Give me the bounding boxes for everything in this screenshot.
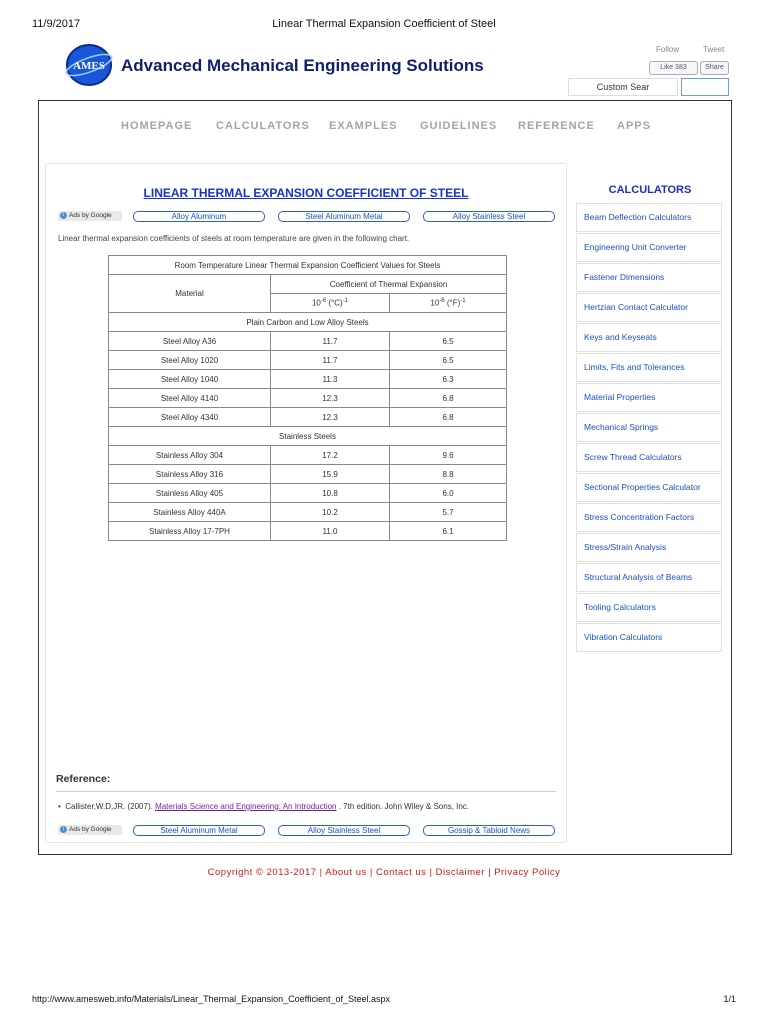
sidebar-item[interactable]: Keys and Keyseats (576, 323, 722, 352)
calculators-sidebar (576, 203, 722, 653)
ad-row-bottom (58, 825, 558, 835)
info-icon: i (60, 212, 67, 219)
unit-fahrenheit: $10^{-6}$ $(^\circ F)^{-1}$ (390, 294, 507, 313)
share-button[interactable]: Share (700, 61, 729, 75)
sidebar-item[interactable]: Beam Deflection Calculators (576, 203, 722, 232)
follow-link[interactable]: Follow (656, 45, 680, 54)
copyright-bar[interactable]: Copyright © 2013-2017 | About us | Contact us | Disclaimer | Privacy Policy (207, 867, 561, 878)
table-caption: Room Temperature Linear Thermal Expansion Coefficient Values for Steels (109, 256, 507, 275)
table-row: Stainless Alloy 440A 10.2 5.7 (109, 503, 507, 522)
expansion-table (108, 255, 507, 541)
info-icon: i (60, 826, 67, 833)
table-row: Stainless Alloy 405 10.8 6.0 (109, 484, 507, 503)
like-button[interactable]: Like 383 (649, 61, 698, 75)
print-title: Linear Thermal Expansion Coefficient of Steel (272, 18, 496, 30)
table-row: Stainless Alloy 316 15.9 8.8 (109, 465, 507, 484)
sidebar-item[interactable]: Stress/Strain Analysis (576, 533, 722, 562)
custom-search-label: Custom Sear (568, 78, 678, 96)
print-url: http://www.amesweb.info/Materials/Linear_Thermal_Expansion_Coefficient_of_Steel.aspx (32, 994, 391, 1004)
print-page-number: 1/1 (723, 994, 736, 1004)
sidebar-item[interactable]: Vibration Calculators (576, 623, 722, 652)
table-row: Stainless Alloy 304 17.2 9.6 (109, 446, 507, 465)
nav-guidelines[interactable]: GUIDELINES (420, 120, 498, 132)
ads-by-google-badge[interactable]: i Ads by Google (58, 211, 122, 221)
ad-link[interactable]: Steel Aluminum Metal (278, 211, 410, 222)
nav-reference[interactable]: REFERENCE (518, 120, 595, 132)
reference-title: Reference: (56, 773, 111, 785)
table-row: Steel Alloy A36 11.7 6.5 (109, 332, 507, 351)
reference-item: • Callister,W.D,JR. (2007). Materials Science and Engineering: An Introduction . 7th edition. John Wiley & Sons, Inc. (58, 802, 470, 811)
ad-link[interactable]: Steel Aluminum Metal (133, 825, 265, 836)
group-header: Plain Carbon and Low Alloy Steels (109, 313, 507, 332)
table-row: Steel Alloy 4340 12.3 6.8 (109, 408, 507, 427)
sidebar-item[interactable]: Limits, Fits and Tolerances (576, 353, 722, 382)
sidebar-item[interactable]: Stress Concentration Factors (576, 503, 722, 532)
nav-homepage[interactable]: HOMEPAGE (121, 120, 193, 132)
reference-divider (56, 791, 556, 792)
sidebar-title: CALCULATORS (608, 184, 692, 196)
ad-row-top (58, 211, 558, 221)
sidebar-item[interactable]: Sectional Properties Calculator (576, 473, 722, 502)
table-row: Steel Alloy 4140 12.3 6.8 (109, 389, 507, 408)
tweet-link[interactable]: Tweet (703, 45, 725, 54)
sidebar-item[interactable]: Material Properties (576, 383, 722, 412)
sidebar-item[interactable]: Structural Analysis of Beams (576, 563, 722, 592)
table-row: Steel Alloy 1020 11.7 6.5 (109, 351, 507, 370)
nav-apps[interactable]: APPS (617, 120, 651, 132)
ads-by-google-badge[interactable]: i Ads by Google (58, 825, 122, 835)
table-row: Stainless Alloy 17-7PH 11.0 6.1 (109, 522, 507, 541)
reference-book-link[interactable]: Materials Science and Engineering: An Introduction (155, 802, 337, 811)
intro-text: Linear thermal expansion coefficients of steels at room temperature are given in the following chart. (58, 234, 410, 243)
sidebar-item[interactable]: Mechanical Springs (576, 413, 722, 442)
ad-link[interactable]: Alloy Stainless Steel (423, 211, 555, 222)
ad-link[interactable]: Gossip & Tabloid News (423, 825, 555, 836)
ames-logo[interactable] (64, 42, 114, 88)
site-title[interactable]: Advanced Mechanical Engineering Solutions (121, 56, 484, 75)
material-header: Material (109, 275, 271, 313)
search-input[interactable] (681, 78, 729, 96)
group-header: Stainless Steels (109, 427, 507, 446)
sidebar-item[interactable]: Tooling Calculators (576, 593, 722, 622)
unit-celsius: $10^{-6}$ $(^\circ C)^{-1}$ (271, 294, 390, 313)
sidebar-item[interactable]: Screw Thread Calculators (576, 443, 722, 472)
logo-text: AMES (73, 60, 105, 72)
table-row: Steel Alloy 1040 11.3 6.3 (109, 370, 507, 389)
article-panel (45, 163, 567, 843)
coef-header: Coefficient of Thermal Expansion (271, 275, 507, 294)
ad-link[interactable]: Alloy Aluminum (133, 211, 265, 222)
sidebar-item[interactable]: Hertzian Contact Calculator (576, 293, 722, 322)
sidebar-item[interactable]: Fastener Dimensions (576, 263, 722, 292)
bullet-icon: • (58, 802, 66, 811)
sidebar-item[interactable]: Engineering Unit Converter (576, 233, 722, 262)
print-date: 11/9/2017 (32, 18, 81, 30)
ad-link[interactable]: Alloy Stainless Steel (278, 825, 410, 836)
nav-calculators[interactable]: CALCULATORS (216, 120, 310, 132)
nav-examples[interactable]: EXAMPLES (329, 120, 398, 132)
page-heading[interactable]: LINEAR THERMAL EXPANSION COEFFICIENT OF STEEL (143, 186, 469, 200)
